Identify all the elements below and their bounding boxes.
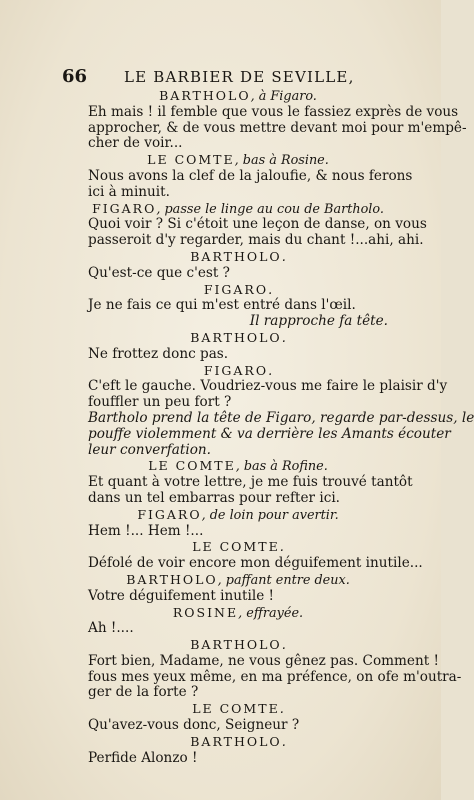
- speaker-heading: [88, 201, 388, 218]
- stage-direction: , bas à Rofine.: [235, 459, 328, 475]
- speaker-heading: [88, 88, 388, 105]
- speaker-heading: [88, 152, 388, 169]
- stage-direction: , passe le linge au cou de Bartholo.: [156, 201, 384, 217]
- speaker-name: FIGARO: [137, 506, 202, 522]
- speaker-name: LE COMTE: [147, 152, 235, 168]
- stage-direction: .: [281, 249, 286, 265]
- speaker-heading: [88, 249, 388, 266]
- dialogue-line: ger de la forte ?: [88, 684, 199, 701]
- speaker-name: FIGARO: [203, 362, 269, 378]
- dialogue-line: approcher, & de vous mettre devant moi pour m'empê-: [88, 119, 467, 136]
- dialogue-line: Qu'est-ce que c'est ?: [88, 264, 230, 281]
- stage-direction-line: Il rapproche fa tête.: [249, 313, 388, 330]
- speaker-heading: [88, 539, 388, 556]
- dialogue-line: Qu'avez-vous donc, Seigneur ?: [88, 717, 300, 734]
- stage-direction-line: Bartholo prend la tête de Figaro, regarde par-dessus, le: [88, 409, 474, 426]
- page-number: 66: [62, 66, 88, 87]
- stage-direction: , de loin pour avertir.: [201, 507, 339, 523]
- speaker-heading: [88, 701, 388, 718]
- dialogue-line: C'eft le gauche. Voudriez-vous me faire le plaisir d'y: [88, 378, 448, 395]
- speaker-heading: [88, 605, 388, 622]
- dialogue-line: ici à minuit.: [88, 183, 170, 200]
- speaker-name: LE COMTE: [192, 539, 280, 555]
- running-title: LE BARBIER DE SEVILLE,: [124, 68, 355, 86]
- speaker-name: BARTHOLO: [190, 637, 282, 653]
- speaker-heading: [88, 572, 388, 589]
- dialogue-line: Hem !... Hem !...: [88, 522, 204, 539]
- speaker-heading: [88, 458, 388, 475]
- dialogue-line: Perfide Alonzo !: [88, 749, 198, 766]
- stage-direction: .: [279, 702, 284, 718]
- speaker-name: LE COMTE: [148, 458, 236, 474]
- stage-direction: .: [268, 363, 273, 379]
- dialogue-line: Votre déguifement inutile !: [88, 587, 275, 604]
- stage-direction: , à Figaro.: [250, 89, 317, 104]
- dialogue-line: dans un tel embarras pour refter ici.: [88, 489, 340, 506]
- speaker-name: BARTHOLO: [190, 329, 282, 345]
- dialogue-line: Je ne fais ce qui m'est entré dans l'œil.: [88, 297, 356, 314]
- stage-direction: , paffant entre deux.: [217, 572, 350, 588]
- dialogue-line: Fort bien, Madame, ne vous gênez pas. Comment !: [88, 652, 439, 669]
- speaker-heading: [88, 363, 388, 380]
- play-text: [88, 88, 474, 766]
- speaker-heading: [88, 637, 388, 654]
- dialogue-line: Défolé de voir encore mon déguifement inutile...: [88, 555, 423, 572]
- speaker-name: BARTHOLO: [126, 571, 218, 587]
- dialogue-line: Eh mais ! il femble que vous le fassiez exprès de vous: [88, 103, 459, 120]
- dialogue-line: fouffler un peu fort ?: [88, 394, 232, 411]
- stage-direction-line: leur converfation.: [88, 441, 211, 458]
- stage-direction: .: [281, 330, 286, 346]
- stage-direction: .: [281, 638, 286, 654]
- stage-direction-line: pouffe violemment & va derrière les Amants écouter: [88, 425, 451, 442]
- dialogue-line: cher de voir...: [88, 135, 183, 152]
- dialogue-line: passeroit d'y regarder, mais du chant !...ahi, ahi.: [88, 232, 424, 249]
- speaker-heading: [88, 507, 388, 524]
- speaker-name: BARTHOLO: [159, 88, 251, 103]
- dialogue-line: Nous avons la clef de la jaloufie, & nous ferons: [88, 167, 413, 184]
- speaker-heading: [88, 734, 388, 751]
- speaker-name: BARTHOLO: [190, 733, 282, 749]
- dialogue-line: Ne frottez donc pas.: [88, 345, 229, 362]
- speaker-name: FIGARO: [92, 200, 157, 216]
- speaker-name: ROSINE: [172, 604, 239, 620]
- stage-direction: , effrayée.: [238, 605, 304, 621]
- dialogue-line: Ah !....: [88, 620, 134, 637]
- speaker-heading: [88, 282, 388, 299]
- speaker-heading: [88, 330, 388, 347]
- speaker-name: BARTHOLO: [190, 248, 282, 264]
- stage-direction: .: [281, 734, 286, 750]
- stage-direction: .: [268, 282, 273, 298]
- stage-direction: .: [279, 540, 284, 556]
- speaker-name: FIGARO: [203, 281, 269, 297]
- speaker-name: LE COMTE: [192, 701, 280, 717]
- dialogue-line: Quoi voir ? Si c'étoit une leçon de danse, on vous: [88, 216, 427, 233]
- dialogue-line: Et quant à votre lettre, je me fuis trouvé tantôt: [88, 474, 413, 491]
- stage-direction: , bas à Rosine.: [234, 153, 329, 169]
- dialogue-line: fous mes yeux même, en ma préfence, on ofe m'outra-: [88, 668, 462, 685]
